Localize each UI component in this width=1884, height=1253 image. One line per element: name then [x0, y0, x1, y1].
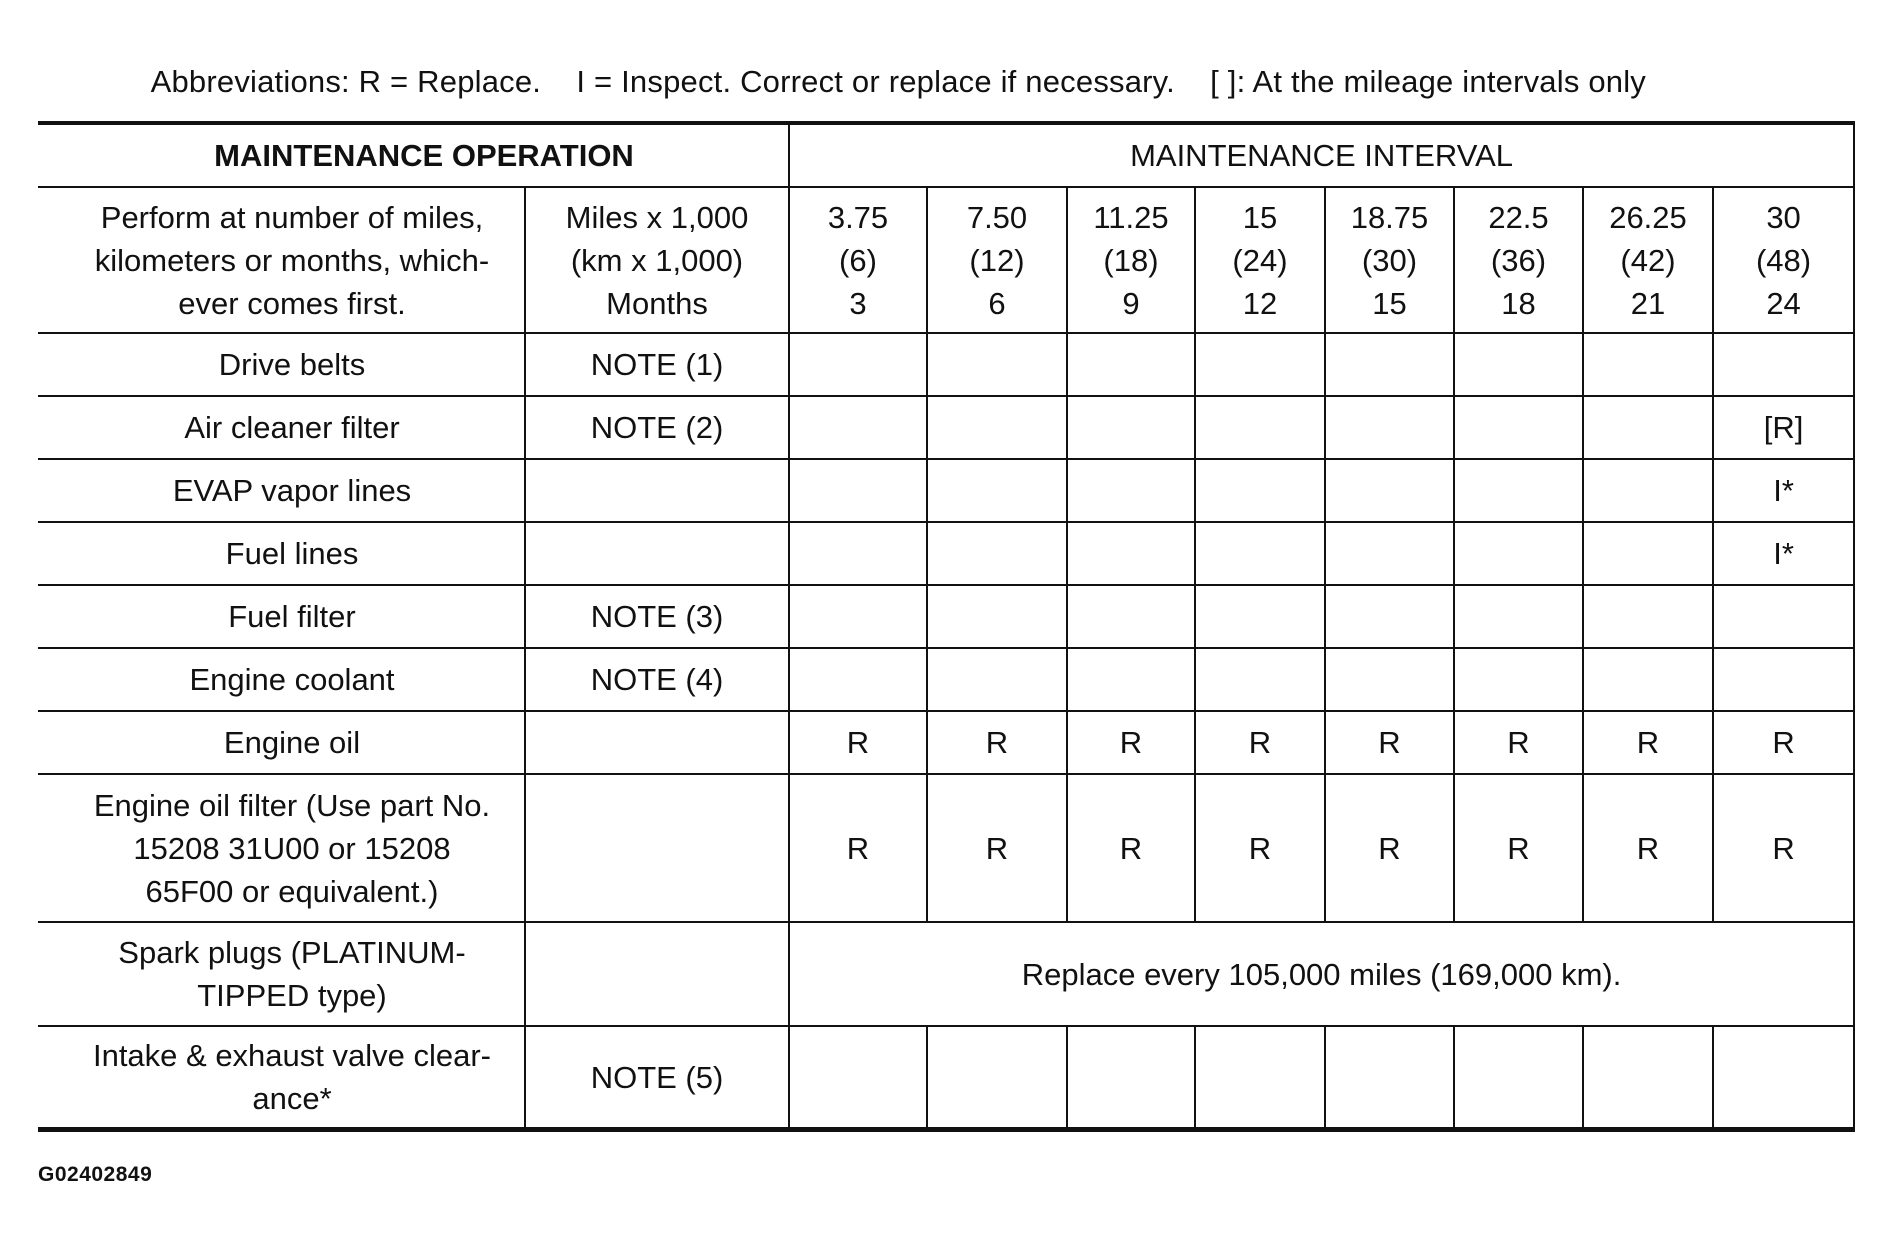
interval-miles: 30 [1766, 199, 1801, 235]
schedule-cell [1067, 333, 1195, 396]
operation-note: NOTE (3) [525, 585, 789, 648]
schedule-cell: R [1454, 711, 1583, 774]
schedule-cell [1713, 1026, 1854, 1130]
table-row [38, 522, 1854, 585]
interval-cell [1195, 187, 1325, 333]
interval-months: 24 [1766, 285, 1801, 321]
schedule-cell: R [1195, 774, 1325, 922]
schedule-cell: R [1583, 774, 1713, 922]
table-row [38, 648, 1854, 711]
schedule-cell [1195, 459, 1325, 522]
maintenance-interval-header: MAINTENANCE INTERVAL [789, 123, 1854, 187]
table-row [38, 459, 1854, 522]
schedule-cell [1454, 459, 1583, 522]
schedule-cell: R [1583, 711, 1713, 774]
schedule-cell [1325, 522, 1454, 585]
operation-name: Intake & exhaust valve clear- ance* [38, 1026, 525, 1130]
interval-miles: 7.50 [966, 199, 1028, 235]
interval-miles: 11.25 [1093, 199, 1169, 235]
schedule-cell [1195, 1026, 1325, 1130]
interval-miles: 15 [1242, 199, 1278, 235]
operation-note [525, 922, 789, 1026]
schedule-cell [1067, 522, 1195, 585]
schedule-cell [1454, 396, 1583, 459]
interval-km: (18) [1103, 242, 1159, 278]
interval-cell [1713, 187, 1854, 333]
schedule-cell [789, 522, 927, 585]
schedule-cell [927, 1026, 1067, 1130]
operation-name: Engine coolant [38, 648, 525, 711]
schedule-cell [1325, 1026, 1454, 1130]
schedule-cell [789, 396, 927, 459]
schedule-cell: I* [1713, 459, 1854, 522]
interval-miles: 22.5 [1488, 199, 1549, 235]
interval-miles: 18.75 [1350, 199, 1429, 235]
interval-cell [1067, 187, 1195, 333]
schedule-cell: R [927, 711, 1067, 774]
schedule-cell [1583, 522, 1713, 585]
interval-months: 12 [1242, 285, 1278, 321]
table-row [38, 922, 1854, 1026]
schedule-cell [1454, 522, 1583, 585]
schedule-cell [1067, 1026, 1195, 1130]
schedule-cell: R [1067, 711, 1195, 774]
operation-name: Engine oil [38, 711, 525, 774]
interval-km: (36) [1490, 242, 1547, 278]
table-row [38, 396, 1854, 459]
interval-km: (6) [839, 242, 877, 278]
schedule-cell [1583, 1026, 1713, 1130]
operation-name: Engine oil filter (Use part No. 15208 31U00 or 15208 65F00 or equivalent.) [38, 774, 525, 922]
schedule-cell [1325, 459, 1454, 522]
interval-description: Perform at number of miles, kilometers or months, which- ever comes first. [38, 187, 525, 333]
operation-note [525, 522, 789, 585]
schedule-cell [927, 585, 1067, 648]
maintenance-schedule-table [38, 121, 1855, 1132]
schedule-cell [1454, 585, 1583, 648]
schedule-cell: R [1067, 774, 1195, 922]
schedule-cell [1583, 459, 1713, 522]
schedule-cell [789, 333, 927, 396]
table-row [38, 711, 1854, 774]
table-row [38, 585, 1854, 648]
schedule-cell [1454, 648, 1583, 711]
schedule-cell: R [1325, 711, 1454, 774]
schedule-cell: [R] [1713, 396, 1854, 459]
schedule-cell [1195, 522, 1325, 585]
header-row [38, 123, 1854, 187]
schedule-cell [1067, 585, 1195, 648]
schedule-cell: I* [1713, 522, 1854, 585]
schedule-cell [1454, 333, 1583, 396]
interval-units: Miles x 1,000 (km x 1,000) Months [525, 187, 789, 333]
schedule-cell [1713, 333, 1854, 396]
schedule-cell [1713, 585, 1854, 648]
schedule-cell: R [927, 774, 1067, 922]
interval-months: 9 [1122, 285, 1140, 321]
schedule-cell: R [789, 711, 927, 774]
schedule-cell [789, 585, 927, 648]
operation-note [525, 459, 789, 522]
operation-name: EVAP vapor lines [38, 459, 525, 522]
operation-name: Spark plugs (PLATINUM- TIPPED type) [38, 922, 525, 1026]
operation-name: Fuel filter [38, 585, 525, 648]
table-row [38, 774, 1854, 922]
figure-code: G02402849 [38, 1163, 153, 1186]
schedule-cell: R [1195, 711, 1325, 774]
schedule-cell [927, 648, 1067, 711]
schedule-cell: R [789, 774, 927, 922]
schedule-cell [1454, 1026, 1583, 1130]
interval-row [38, 187, 1854, 333]
schedule-cell [927, 522, 1067, 585]
interval-cell [927, 187, 1067, 333]
schedule-cell [789, 459, 927, 522]
schedule-cell: R [1713, 711, 1854, 774]
interval-months: 15 [1372, 285, 1407, 321]
schedule-cell [1067, 396, 1195, 459]
schedule-cell [1583, 396, 1713, 459]
schedule-cell [1195, 648, 1325, 711]
schedule-cell [1583, 333, 1713, 396]
interval-cell [1325, 187, 1454, 333]
interval-months: 18 [1501, 285, 1536, 321]
operation-name: Fuel lines [38, 522, 525, 585]
schedule-cell: R [1325, 774, 1454, 922]
schedule-cell [1195, 396, 1325, 459]
interval-km: (24) [1232, 242, 1288, 278]
operation-note: NOTE (5) [525, 1026, 789, 1130]
interval-months: 3 [849, 285, 867, 321]
schedule-cell [1067, 648, 1195, 711]
schedule-cell [1325, 333, 1454, 396]
schedule-cell [1325, 648, 1454, 711]
maintenance-operation-header: MAINTENANCE OPERATION [38, 123, 789, 187]
schedule-cell: R [1454, 774, 1583, 922]
interval-km: (48) [1755, 242, 1812, 278]
schedule-cell [927, 459, 1067, 522]
schedule-cell [1583, 648, 1713, 711]
spark-plug-replacement-note: Replace every 105,000 miles (169,000 km). [789, 922, 1854, 1026]
interval-months: 6 [988, 285, 1006, 321]
schedule-cell [927, 333, 1067, 396]
operation-note: NOTE (4) [525, 648, 789, 711]
schedule-cell [927, 396, 1067, 459]
interval-cell [1583, 187, 1713, 333]
schedule-cell [1195, 333, 1325, 396]
interval-miles: 3.75 [827, 199, 889, 235]
schedule-cell: R [1713, 774, 1854, 922]
table-row [38, 1026, 1854, 1130]
schedule-cell [1713, 648, 1854, 711]
operation-note: NOTE (2) [525, 396, 789, 459]
operation-name: Air cleaner filter [38, 396, 525, 459]
operation-note [525, 711, 789, 774]
interval-km: (30) [1361, 242, 1418, 278]
table-row [38, 333, 1854, 396]
schedule-cell [1325, 396, 1454, 459]
operation-name: Drive belts [38, 333, 525, 396]
schedule-cell [1067, 459, 1195, 522]
schedule-cell [789, 1026, 927, 1130]
schedule-cell [789, 648, 927, 711]
interval-km: (12) [969, 242, 1025, 278]
interval-miles: 26.25 [1609, 199, 1687, 235]
schedule-cell [1583, 585, 1713, 648]
interval-km: (42) [1620, 242, 1676, 278]
interval-cell [789, 187, 927, 333]
interval-cell [1454, 187, 1583, 333]
schedule-cell [1195, 585, 1325, 648]
operation-note [525, 774, 789, 922]
interval-months: 21 [1630, 285, 1666, 321]
operation-note: NOTE (1) [525, 333, 789, 396]
abbreviations-legend: Abbreviations: R = Replace. I = Inspect. Correct or replace if necessary. [ ]: At the mileage intervals only [150, 64, 1646, 99]
schedule-cell [1325, 585, 1454, 648]
